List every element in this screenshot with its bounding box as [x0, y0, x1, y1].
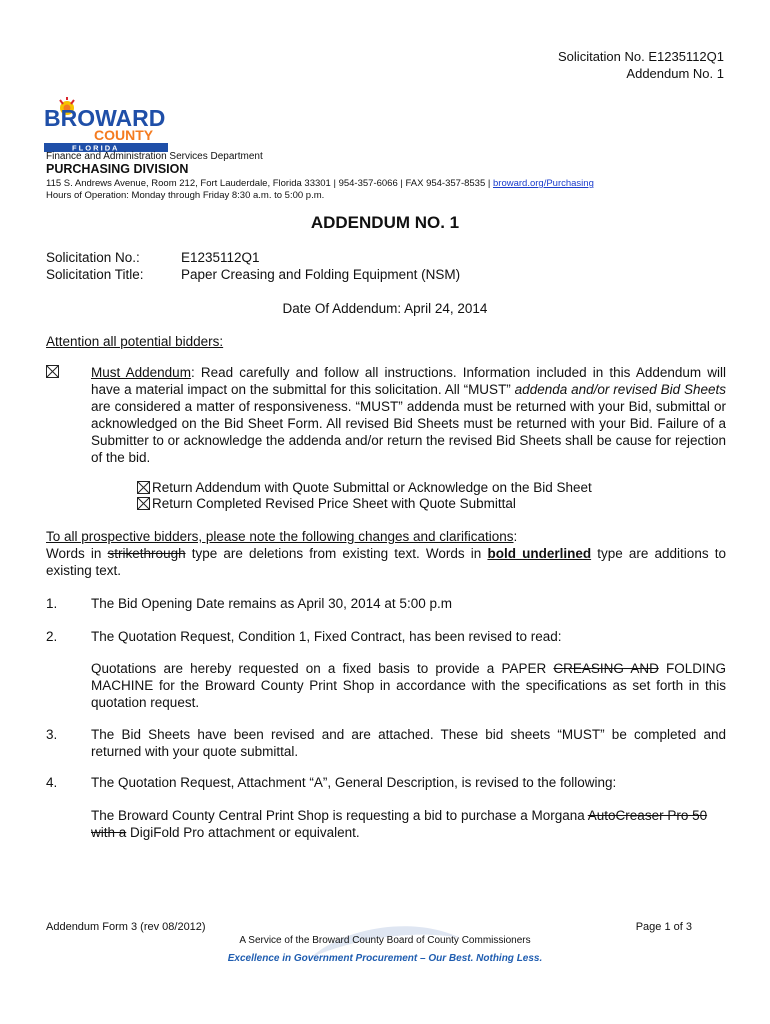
- address-text: 115 S. Andrews Avenue, Room 212, Fort Lauderdale, Florida 33301 | 954-357-6066 | FAX 954-357-8535 |: [46, 178, 493, 189]
- date-of-addendum: Date Of Addendum: April 24, 2014: [282, 301, 488, 316]
- return-price-sheet-checkbox[interactable]: [137, 497, 150, 510]
- header-addendum-number: Addendum No. 1: [626, 66, 724, 81]
- legend-bold-word: bold underlined: [487, 546, 592, 561]
- item2-post: FOLDING MACHINE for the Broward County Print Shop in accordance with the specifications as set forth in this quotation request.: [91, 661, 726, 710]
- attention-line: Attention all potential bidders:: [46, 334, 224, 349]
- check-x-icon: [47, 366, 58, 377]
- hours-text: Hours of Operation: Monday through Friday 8:30 a.m. to 5:00 p.m.: [46, 190, 325, 201]
- check-x-icon: [138, 498, 149, 509]
- item-text: The Quotation Request, Attachment “A”, General Description, is revised to the following:: [91, 775, 617, 790]
- logo-broward-text: BROWARD: [44, 105, 166, 131]
- division-name: PURCHASING DIVISION: [46, 162, 189, 176]
- solicitation-title-value: Paper Creasing and Folding Equipment (NSM): [181, 267, 461, 282]
- purchasing-link[interactable]: broward.org/Purchasing: [493, 178, 594, 189]
- header-solicitation-number: Solicitation No. E1235112Q1: [558, 49, 724, 64]
- department-address: [46, 178, 594, 202]
- footer-page-number: Page 1 of 3: [635, 921, 692, 933]
- solicitation-no-value: E1235112Q1: [181, 250, 260, 265]
- legend-end: type are additions to existing text.: [46, 546, 726, 578]
- item-number: 3.: [46, 727, 58, 742]
- check-x-icon: [138, 482, 149, 493]
- item4-detail: [91, 807, 726, 841]
- item-number: 4.: [46, 775, 58, 790]
- broward-logo-graphic: [42, 96, 172, 152]
- item2-detail: [91, 660, 726, 711]
- legend-mid: type are deletions from existing text. Words in: [185, 546, 488, 561]
- logo-county-text: COUNTY: [94, 127, 154, 143]
- item4-strike: AutoCreaser Pro 50 with a: [91, 808, 708, 840]
- solicitation-title-label: Solicitation Title:: [46, 267, 144, 282]
- item-text: The Bid Sheets have been revised and are attached. These bid sheets “MUST” be completed and returned with your quote submittal.: [91, 727, 726, 759]
- item2-strike: CREASING AND: [553, 661, 659, 676]
- item-number: 2.: [46, 629, 58, 644]
- changes-heading: [46, 528, 517, 545]
- solicitation-no-label: Solicitation No.:: [46, 250, 140, 265]
- footer-form-number: Addendum Form 3 (rev 08/2012): [46, 921, 206, 933]
- department-name: Finance and Administration Services Department: [46, 151, 263, 162]
- must-text-1: : Read carefully and follow all instructions. Information included in this Addendum will have a material impact on the submittal for this solicitation. All “MUST”: [91, 365, 726, 397]
- item4-post: DigiFold Pro attachment or equivalent.: [126, 825, 360, 840]
- item4-pre: The Broward County Central Print Shop is requesting a bid to purchase a Morgana: [91, 808, 588, 823]
- item-number: 1.: [46, 596, 58, 611]
- changes-colon: :: [513, 529, 518, 544]
- must-addendum-lead: Must Addendum: [91, 365, 191, 380]
- footer-service-line: A Service of the Broward County Board of County Commissioners: [239, 935, 531, 946]
- return-addendum-checkbox[interactable]: [137, 481, 150, 494]
- page-title: ADDENDUM NO. 1: [310, 213, 460, 232]
- item-text: The Bid Opening Date remains as April 30, 2014 at 5:00 p.m: [91, 596, 452, 611]
- must-addendum-paragraph: [91, 364, 726, 466]
- must-addendum-checkbox[interactable]: [46, 365, 59, 378]
- must-text-2: are considered a matter of responsiveness. “MUST” addenda must be returned with your Bid, submittal or acknowledged on the Bid Sheet Form. All revised Bid Sheets must be returned with your Bid. Failure of a Submitter to or acknowledge the addenda and/or return the revised Bid Sheets shall be cause for rejection of the bid.: [91, 399, 726, 465]
- legend-strike-word: strikethrough: [107, 546, 186, 561]
- changes-legend: [46, 545, 726, 579]
- return-price-sheet-option: Return Completed Revised Price Sheet with Quote Submittal: [152, 496, 516, 511]
- legend-words-in: Words in: [46, 546, 108, 561]
- must-italic: addenda and/or revised Bid Sheets: [514, 382, 726, 397]
- return-addendum-option: Return Addendum with Quote Submittal or Acknowledge on the Bid Sheet: [152, 480, 592, 495]
- footer-tagline: Excellence in Government Procurement – Our Best. Nothing Less.: [227, 953, 543, 964]
- logo-florida-text: F L O R I D A: [72, 143, 118, 152]
- item-text: The Quotation Request, Condition 1, Fixed Contract, has been revised to read:: [91, 629, 562, 644]
- item2-pre: Quotations are hereby requested on a fixed basis to provide a PAPER: [91, 661, 554, 676]
- changes-heading-text: To all prospective bidders, please note the following changes and clarifications: [46, 529, 514, 544]
- broward-county-logo: [42, 96, 172, 152]
